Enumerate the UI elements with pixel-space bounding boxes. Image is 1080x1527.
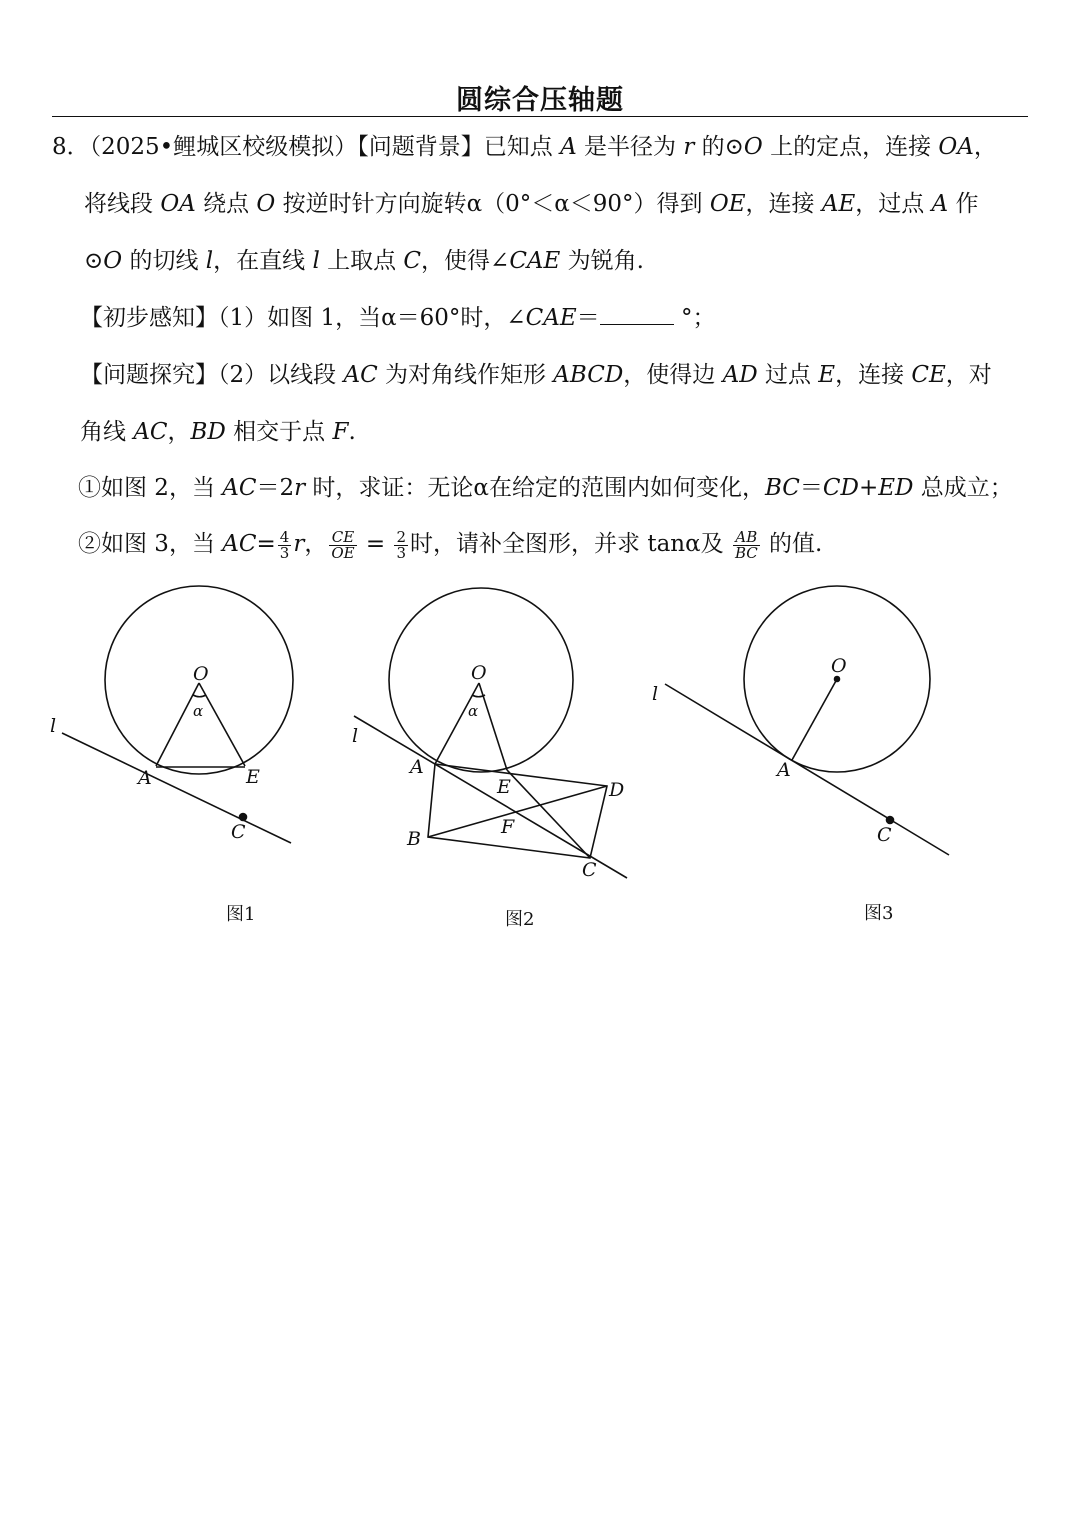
label-o: O <box>193 663 209 685</box>
fraction: $\frac{2}{3}$ <box>396 527 407 562</box>
text: 相交于点 <box>225 419 333 445</box>
text: 是半径为 <box>576 134 684 160</box>
angle-alpha-arc <box>472 695 485 697</box>
text: ＝2 <box>256 475 295 501</box>
label-a: A <box>777 759 791 781</box>
text: ＝ <box>799 475 823 501</box>
var: F <box>332 419 349 445</box>
tangent-line-l <box>62 733 291 843</box>
fraction: $\frac{AB}{BC}$ <box>734 527 758 562</box>
text: 的切线 <box>122 248 206 274</box>
label-c: C <box>877 824 892 846</box>
text: ， <box>973 134 997 160</box>
label-d: D <box>609 779 625 801</box>
label-alpha: α <box>193 702 204 720</box>
var: AE <box>821 191 856 217</box>
text: ，对 <box>945 362 992 388</box>
label-o: O <box>471 662 487 684</box>
text: 时，求证：无论α在给定的范围内如何变化， <box>305 475 765 501</box>
text: 绕点 <box>195 191 257 217</box>
point-c <box>240 814 247 821</box>
var: CAE <box>509 248 561 274</box>
text: 上取点 <box>319 248 404 274</box>
text: ，过点 <box>855 191 932 217</box>
text: 上的定点，连接 <box>762 134 939 160</box>
var: CD <box>822 475 859 501</box>
var: CE <box>911 362 946 388</box>
var: AC <box>343 362 378 388</box>
var: OA <box>160 191 196 217</box>
text: ， <box>167 419 191 445</box>
var: BC <box>764 475 800 501</box>
label-e: E <box>497 776 511 798</box>
var: OE <box>709 191 746 217</box>
text: ，使得∠ <box>421 248 510 274</box>
caption-figure-1: 图1 <box>226 904 256 925</box>
label-l: l <box>352 725 359 747</box>
var: CAE <box>525 305 577 331</box>
text: ⊙ <box>84 248 104 274</box>
problem-number: 8． <box>52 134 90 160</box>
text: ，连接 <box>745 191 822 217</box>
text: 按逆时针方向旋转α（0°＜α＜90°）得到 <box>275 191 710 217</box>
fraction: $\frac{4}{3}$ <box>279 527 290 562</box>
text: 作 <box>948 191 979 217</box>
var: A <box>560 134 577 160</box>
var: OA <box>938 134 974 160</box>
text: 角线 <box>80 419 134 445</box>
figure-1 <box>50 586 293 843</box>
label-l: l <box>50 715 57 737</box>
text: ，使得边 <box>623 362 723 388</box>
label-a: A <box>138 767 152 789</box>
diagonal-bd <box>428 786 607 837</box>
text: 的⊙ <box>694 134 744 160</box>
caption-figure-3: 图3 <box>864 903 894 924</box>
text: （2025•鲤城区校级模拟）【问题背景】已知点 <box>89 134 561 160</box>
label-o: O <box>831 655 847 677</box>
angle-alpha-arc <box>193 695 206 697</box>
var: ABCD <box>553 362 624 388</box>
var: AC <box>133 419 168 445</box>
text: ①如图 2，当 <box>78 475 223 501</box>
var: r <box>294 475 306 501</box>
var: C <box>403 248 422 274</box>
label-l: l <box>652 683 659 705</box>
text: = <box>256 531 276 557</box>
var: O <box>256 191 276 217</box>
fraction: $\frac{CE}{OE}$ <box>331 527 355 562</box>
tangent-line-l <box>665 684 949 855</box>
var: BD <box>190 419 226 445</box>
text: 总成立； <box>913 475 1013 501</box>
text: . <box>348 419 356 445</box>
var: l <box>312 248 320 274</box>
point-o <box>835 677 840 682</box>
var: r <box>683 134 695 160</box>
text: 为锐角. <box>560 248 644 274</box>
text: 的值. <box>761 531 823 557</box>
label-b: B <box>407 828 421 850</box>
text: ， <box>304 531 328 557</box>
var: A <box>931 191 949 217</box>
text: 过点 <box>757 362 819 388</box>
var: l <box>205 248 214 274</box>
point-c <box>887 817 894 824</box>
var: O <box>743 134 763 160</box>
text: + <box>858 475 879 501</box>
var: AC <box>222 531 257 557</box>
text: 时，请补全图形，并求 tanα及 <box>410 531 731 557</box>
label-c: C <box>582 859 597 881</box>
text: ＝ <box>576 305 600 331</box>
label-a: A <box>410 756 424 778</box>
var: O <box>103 248 123 274</box>
label-alpha: α <box>468 702 479 720</box>
var: ED <box>878 475 914 501</box>
var: AC <box>222 475 257 501</box>
text: °； <box>673 305 716 331</box>
segment-oa <box>156 683 199 766</box>
segment-oa <box>792 679 837 760</box>
text: = <box>358 531 393 557</box>
var: r <box>293 531 305 557</box>
var: AD <box>722 362 758 388</box>
page-title: 圆综合压轴题 <box>456 85 624 116</box>
label-c: C <box>231 821 246 843</box>
text: ，在直线 <box>213 248 313 274</box>
text: ②如图 3，当 <box>78 531 223 557</box>
figure-2 <box>352 588 627 881</box>
text: 为对角线作矩形 <box>377 362 554 388</box>
text: 【初步感知】（1）如图 1，当α＝60°时，∠ <box>80 305 526 331</box>
text: ，连接 <box>835 362 912 388</box>
text: 将线段 <box>84 191 161 217</box>
label-e: E <box>246 766 260 788</box>
label-f: F <box>501 816 515 838</box>
caption-figure-2: 图2 <box>505 909 535 930</box>
figure-3 <box>652 586 949 855</box>
var: E <box>818 362 836 388</box>
text: 【问题探究】（2）以线段 <box>80 362 344 388</box>
